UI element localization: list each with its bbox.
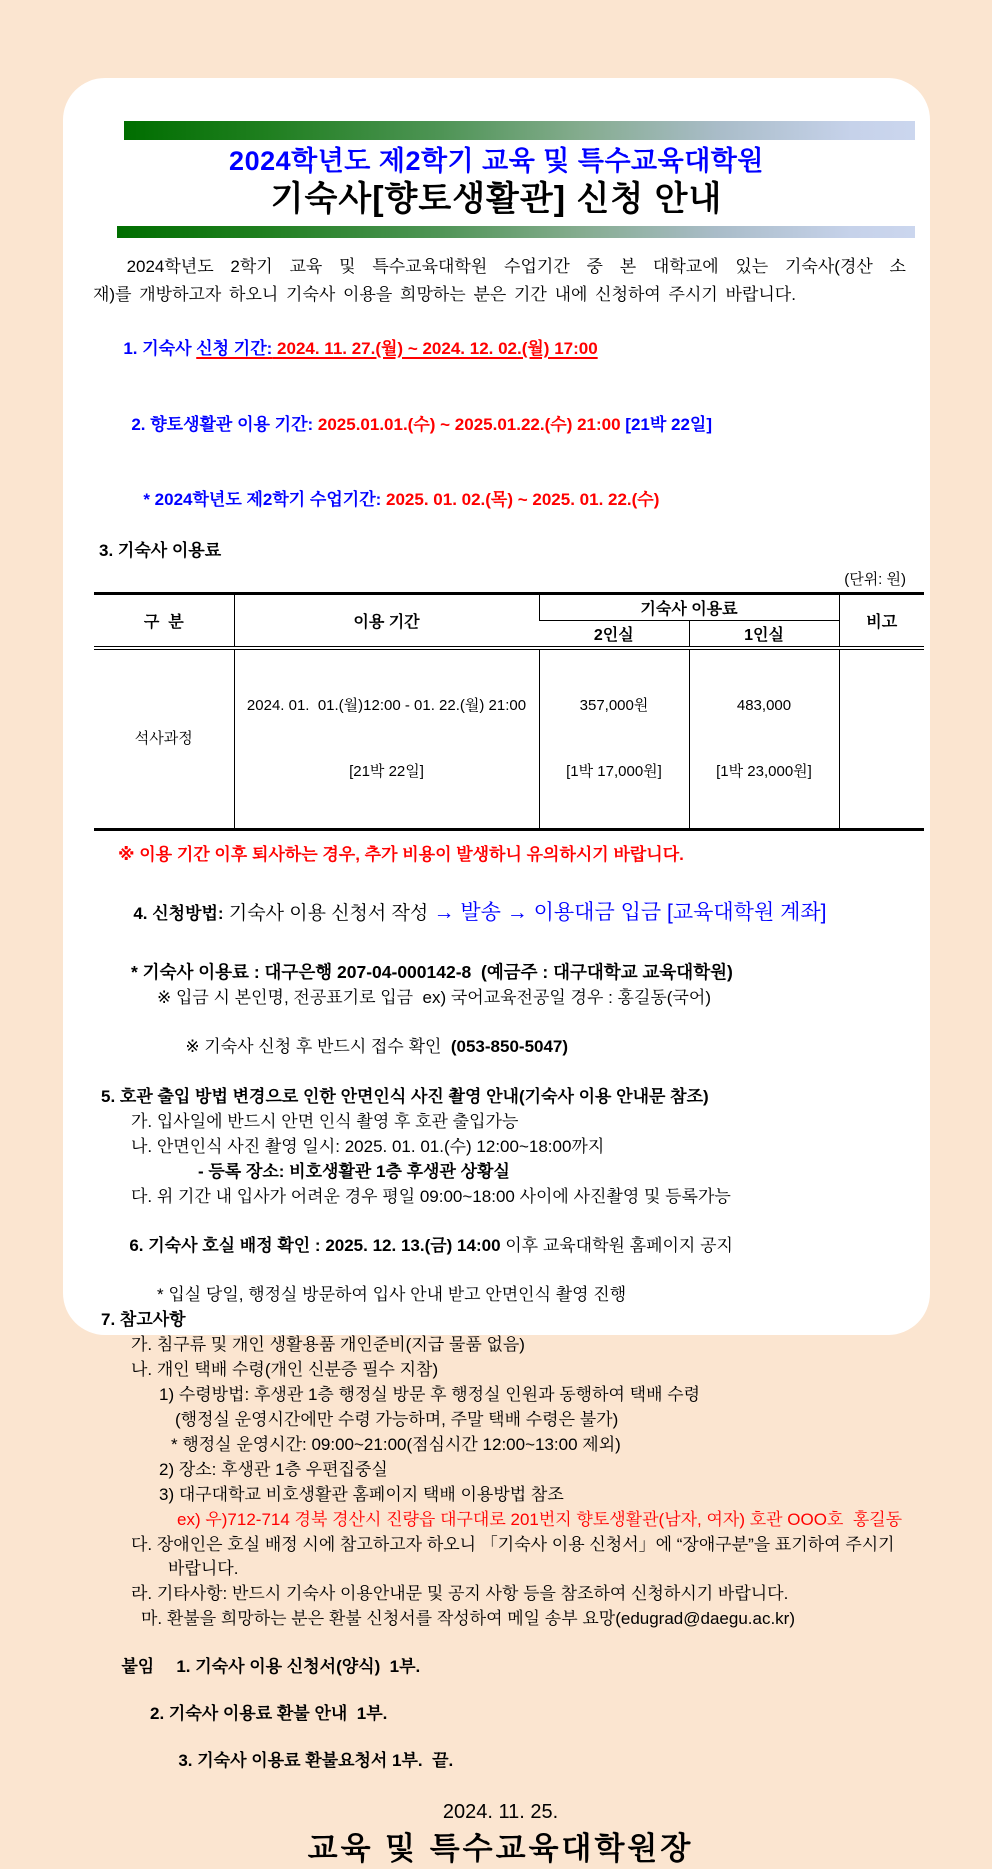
reference-title: 7. 참고사항 (101, 1310, 186, 1329)
notice-card (63, 78, 930, 1866)
deposit-note-line: ※ 입금 시 본인명, 전공표기로 입금 ex) 국어교육전공일 경우 : 홍길동(국어) (157, 988, 711, 1007)
reference-na: 나. 개인 택배 수령(개인 신분증 필수 지참) (131, 1360, 439, 1379)
intro-paragraph (93, 253, 908, 308)
application-period-prefix: 1. 기숙사 (123, 339, 197, 358)
document-header (63, 145, 930, 219)
disability-note-line: 다. 장애인은 호실 배정 시에 참고하고자 하오니 「기숙사 이용 신청서」에 “장애구분”을 표기하여 주시기 바랍니다. (131, 1535, 900, 1578)
receipt-check-phone: (053-850-5047) (450, 1037, 569, 1056)
header-double-room: 2인실 (593, 627, 634, 644)
usage-period-date: 2025.01.01.(수) ~ 2025.01.22.(수) 21:00 (313, 415, 626, 434)
usage-period-line (93, 389, 908, 461)
header-category: 구 분 (143, 614, 184, 631)
class-period-label: * 2024학년도 제2학기 수업기간: (143, 490, 382, 509)
receipt-check-text: ※ 기숙사 신청 후 반드시 접수 확인 (185, 1037, 451, 1056)
attachment-label: 붙임 (121, 1657, 155, 1676)
application-method-steps: 기숙사 이용 신청서 작성 (223, 903, 434, 924)
receipt-check-line (93, 1011, 908, 1083)
etc-note-line: 라. 기타사항: 반드시 기숙사 이용안내문 및 공지 사항 등을 참조하여 신청하시기 바랍니다. (131, 1584, 789, 1603)
room-assignment-sub: * 입실 당일, 행정실 방문하여 입사 안내 받고 안면인식 촬영 진행 (157, 1285, 627, 1304)
address-example-line: ex) 우)712-714 경북 경산시 진량읍 대구대로 201번지 향토생활관(남자, 여자) 호관 OOO호 홍길동 (177, 1510, 903, 1529)
header-gradient-bar-bottom (117, 226, 915, 238)
document-title-line1: 2024학년도 제2학기 교육 및 특수교육대학원 (229, 146, 764, 176)
notice-date: 2024. 11. 25. (442, 1801, 559, 1823)
refund-note-line: 마. 환불을 희망하는 분은 환불 신청서를 작성하여 메일 송부 요망(edugrad@daegu.ac.kr) (141, 1609, 796, 1628)
warning-note: ※ 이용 기간 이후 퇴사하는 경우, 추가 비용이 발생하니 유의하시기 바랍니다. (118, 845, 684, 864)
usage-period-label: 2. 향토생활관 이용 기간: (131, 415, 314, 434)
cell-period-line1: 2024. 01. 01.(월)12:00 - 01. 22.(월) 21:00 (246, 697, 527, 714)
header-note: 비고 (839, 594, 924, 649)
class-period-line (93, 464, 908, 536)
cell-single-price-night: [1박 23,000원] (716, 763, 812, 780)
cell-double-price-total: 357,000원 (579, 697, 649, 714)
application-method-label: 4. 신청방법: (133, 904, 224, 923)
delivery-homepage-line: 3) 대구대학교 비호생활관 홈페이지 택배 이용방법 참조 (159, 1485, 564, 1504)
cell-double-price (539, 648, 689, 830)
cell-period (234, 648, 539, 830)
document-title-line2: 기숙사[향토생활관] 신청 안내 (270, 180, 723, 218)
cell-category: 석사과정 (134, 730, 193, 747)
header-period: 이용 기간 (234, 594, 539, 649)
usage-period-duration: [21박 22일] (625, 415, 712, 434)
application-method-steps-blue: → 발송 → 이용대금 입금 [교육대학원 계좌] (433, 901, 827, 924)
fee-section-title: 3. 기숙사 이용료 (99, 541, 222, 560)
fee-table (94, 592, 924, 831)
face-recognition-na: 나. 안면인식 사진 촬영 일시: 2025. 01. 01.(수) 12:00~18:00까지 (131, 1137, 605, 1156)
office-hours-line: * 행정실 운영시간: 09:00~21:00(점심시간 12:00~13:00 제외) (171, 1435, 621, 1454)
delivery-method-line: 1) 수령방법: 후생관 1층 행정실 방문 후 행정실 인원과 동행하여 택배 수령 (159, 1385, 701, 1404)
attachment-end: 끝. (422, 1751, 454, 1770)
face-recognition-ga: 가. 입사일에 반드시 안면 인식 촬영 후 호관 출입가능 (131, 1112, 519, 1131)
header-fee-group: 기숙사 이용료 (539, 594, 839, 621)
intro-line2: 재)를 개방하고자 하오니 기숙사 이용을 희망하는 분은 기간 내에 신청하여 주시기 바랍니다. (93, 285, 796, 304)
room-assignment-rest: 이후 교육대학원 홈페이지 공지 (500, 1236, 733, 1255)
application-period-label: 신청 기간: (196, 339, 273, 358)
attachment-line2: 2. 기숙사 이용료 환불 안내 1부. (150, 1704, 388, 1723)
face-recognition-da: 다. 위 기간 내 입사가 어려운 경우 평일 09:00~18:00 사이에 사진촬영 및 등록가능 (131, 1187, 731, 1206)
cell-double-price-night: [1박 17,000원] (566, 763, 662, 780)
class-period-date: 2025. 01. 02.(목) ~ 2025. 01. 22.(수) (381, 490, 660, 509)
attachment-item1: 1. 기숙사 이용 신청서(양식) 1부. (176, 1657, 421, 1676)
header-gradient-bar-top (124, 121, 915, 140)
application-method-line (93, 868, 908, 959)
cell-note (839, 648, 924, 830)
face-recognition-place: - 등록 장소: 비호생활관 1층 후생관 상황실 (198, 1162, 510, 1181)
face-recognition-title: 5. 호관 출입 방법 변경으로 인한 안면인식 사진 촬영 안내(기숙사 이용 안내문 참조) (101, 1087, 709, 1106)
application-period-line (93, 313, 908, 385)
delivery-method-note: (행정실 운영시간에만 수령 가능하며, 주말 택배 수령은 불가) (175, 1410, 619, 1429)
fee-table-header (94, 594, 924, 649)
attachment-item3: 3. 기숙사 이용료 환불요청서 1부. (178, 1751, 423, 1770)
document-body (63, 253, 930, 1869)
attachment-line3 (93, 1726, 908, 1795)
application-period-date: 2024. 11. 27.(월) ~ 2024. 12. 02.(월) 17:00 (272, 339, 598, 358)
room-assignment-bold: 6. 기숙사 호실 배정 확인 : 2025. 12. 13.(금) 14:00 (129, 1236, 501, 1255)
cell-single-price-total: 483,000 (736, 697, 792, 714)
signer-title: 교육 및 특수교육대학원장 (307, 1831, 694, 1866)
header-single-room: 1인실 (689, 621, 839, 649)
unit-note: (단위: 원) (844, 571, 906, 588)
fee-table-row (94, 648, 924, 830)
cell-single-price (689, 648, 839, 830)
room-assignment-line (93, 1210, 908, 1282)
reference-ga: 가. 침구류 및 개인 생활용품 개인준비(지급 물품 없음) (131, 1335, 525, 1354)
bank-account-line: * 기숙사 이용료 : 대구은행 207-04-000142-8 (예금주 : 대구대학교 교육대학원) (131, 962, 733, 982)
intro-line1: 2024학년도 2학기 교육 및 특수교육대학원 수업기간 중 본 대학교에 있는 기숙사(경산 소 (93, 257, 906, 276)
cell-period-line2: [21박 22일] (349, 763, 424, 780)
attachment-line1 (93, 1632, 908, 1701)
delivery-place-line: 2) 장소: 후생관 1층 우편집중실 (159, 1460, 388, 1479)
